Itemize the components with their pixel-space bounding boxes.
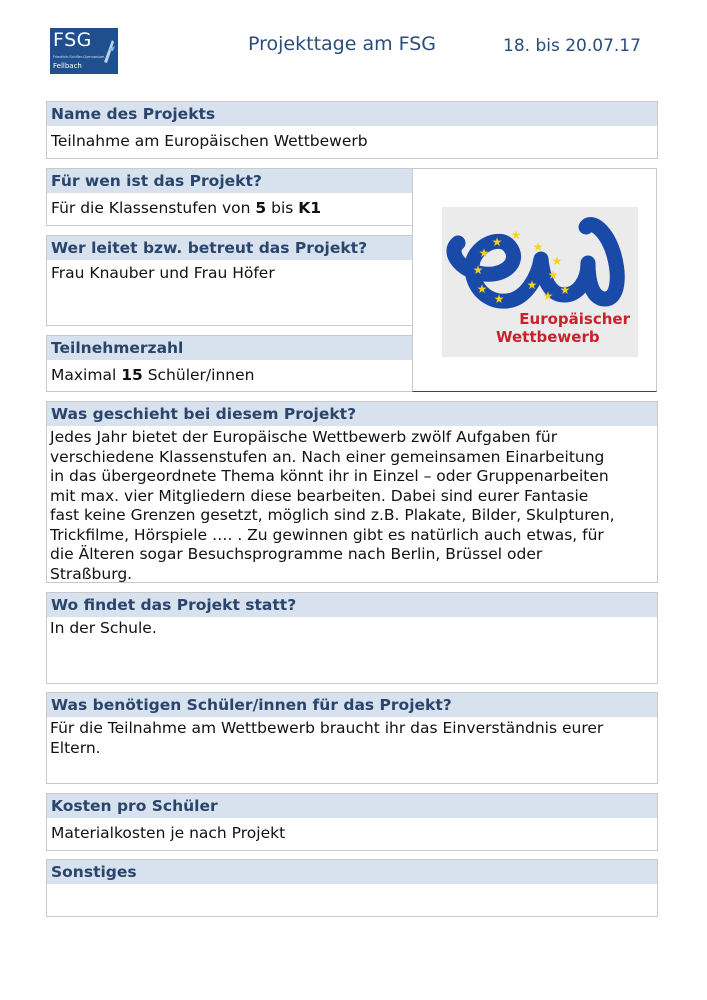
section-heading: Wo findet das Projekt statt? [47,593,657,617]
section-heading: Sonstiges [47,860,657,884]
svg-text:★: ★ [551,254,563,268]
europaeischer-wettbewerb-logo [442,207,638,357]
description-line: fast keine Grenzen gesetzt, möglich sind z.B. Plakate, Bilder, Skulpturen, [50,506,615,524]
svg-text:★: ★ [491,235,503,249]
description-line: Trickfilme, Hörspiele …. . Zu gewinnen gibt es natürlich auch etwas, für [50,525,604,544]
svg-text:★: ★ [510,228,522,242]
project-dates: 18. bis 20.07.17 [503,36,641,56]
svg-text:★: ★ [559,283,571,297]
svg-text:★: ★ [472,263,484,277]
section-participants [46,335,413,392]
section-heading: Kosten pro Schüler [47,794,657,818]
section-project-name [46,101,658,159]
description-line: in das übergeordnete Thema könnt ihr in Einzel – oder Gruppenarbeiten [50,467,609,485]
svg-text:★: ★ [493,292,505,306]
grade-from: 5 [255,199,267,217]
description-line: verschiedene Klassenstufen an. Nach einer gemeinsamen Einarbeitung [50,447,605,466]
description-line: Jedes Jahr bietet der Europäische Wettbewerb zwölf Aufgaben für [50,428,558,446]
requirements-line: Für die Teilnahme am Wettbewerb braucht ihr das Einverständnis eurer [50,719,604,737]
page-title: Projekttage am FSG [248,33,437,55]
participants-value: Maximal 15 Schüler/innen [51,366,255,384]
supervisors-value: Frau Knauber und Frau Höfer [51,264,275,282]
costs-value: Materialkosten je nach Projekt [51,824,286,842]
description-text [47,428,657,584]
logo-panel [412,168,657,392]
svg-text:★: ★ [547,268,559,282]
section-misc [46,859,658,917]
section-requirements [46,692,658,784]
description-line: Straßburg. [50,564,133,583]
svg-text:★: ★ [476,282,488,296]
logo-school-name: Friedrich-Schiller-Gymnasium [53,55,105,59]
logo-city: Fellbach [53,62,82,70]
section-heading: Für wen ist das Projekt? [47,169,412,193]
description-line: die Älteren sogar Besuchsprogramme nach Berlin, Brüssel oder [50,545,543,563]
section-costs [46,793,658,851]
section-heading: Was benötigen Schüler/innen für das Projekt? [47,693,657,717]
section-supervisors [46,235,413,326]
audience-value: Für die Klassenstufen von 5 bis K1 [51,199,322,217]
school-logo [50,28,118,74]
section-location [46,592,658,684]
requirements-text [47,719,657,758]
location-value: In der Schule. [50,619,157,637]
ew-wordmark-line2: Wettbewerb [496,328,600,346]
section-heading: Was geschieht bei diesem Projekt? [47,402,657,426]
section-heading: Wer leitet bzw. betreut das Projekt? [47,236,412,260]
grade-to: K1 [298,199,322,217]
section-heading: Teilnehmerzahl [47,336,412,360]
svg-text:★: ★ [478,246,490,260]
svg-text:★: ★ [542,289,554,303]
requirements-line: Eltern. [50,738,101,757]
bird-icon [102,36,116,66]
section-audience [46,168,413,226]
project-name-value: Teilnahme am Europäischen Wettbewerb [51,132,368,150]
participant-count: 15 [121,366,143,384]
ew-wordmark-line1: Europäischer [519,310,630,328]
section-heading: Name des Projekts [47,102,657,126]
svg-text:★: ★ [532,240,544,254]
svg-text:★: ★ [526,278,538,292]
description-line: mit max. vier Mitgliedern diese bearbeiten. Dabei sind eurer Fantasie [50,486,589,505]
section-description [46,401,658,583]
logo-abbreviation: FSG [53,29,92,51]
